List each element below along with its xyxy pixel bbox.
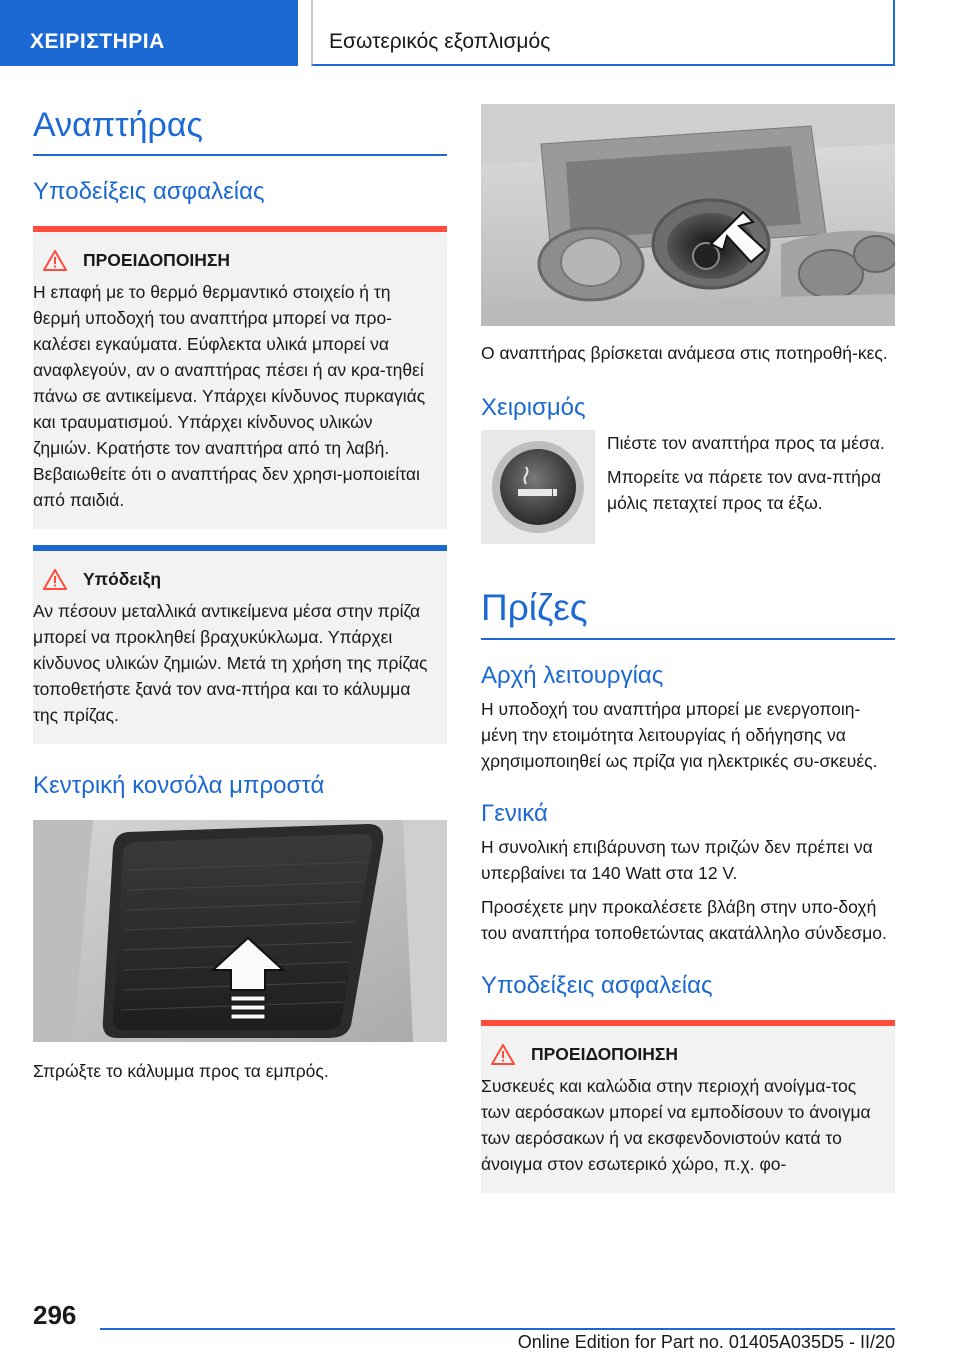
note-text: Αν πέσουν μεταλλικά αντικείμενα μέσα στην πρίζα μπορεί να προκληθεί βραχυκύκλωμα. Υπάρχει κίνδυνος υλικών ζημιών. Μετά τη χρήση της πρίζας τοποθετήστε ξανά τον ανα-πτήρα και το κάλυμμα της πρίζας. [33,601,428,725]
warning-title [33,250,433,271]
socket-warning-label: ΠΡΟΕΙΔΟΠΟΙΗΣΗ [531,1044,679,1064]
socket-warning-box [481,1020,895,1193]
socket-warning-text: Συσκευές και καλώδια στην περιοχή ανοίγμα-τος των αερόσακων μπορεί να εμποδίσουν το άνοιγμα των αερόσακων ή να εκσφενδονιστούν κατά το άνοιγμα στον εσωτερικό χώρο, π.χ. φο- [481,1076,871,1174]
warning-text: Η επαφή με το θερμό θερμαντικό στοιχείο ή τη θερμή υποδοχή του αναπτήρα μπορεί να προ-καλέσει εγκαύματα. Εύφλεκτα υλικά μπορεί να αναφλεγούν, αν ο αναπτήρας πέσει ή αν κρα-τηθεί πάνω σε αντικείμενα. Υπάρχει κίνδυνος πυρκαγιάς και τραυματισμού. Υπάρχει κίνδυνος υλικών ζημιών. Κρατήστε τον αναπτήρα από τη λαβή. Βεβαιωθείτε ότι ο αναπτήρας δεν χρησι-μοποιείται από παιδιά. [33,282,426,510]
warning-triangle-icon [491,1044,515,1065]
left-column [33,102,447,1084]
operation-text [607,430,895,544]
general-text-2: Προσέχετε μην προκαλέσετε βλάβη στην υπο-δοχή του αναπτήρα τοποθετώντας ακατάλληλο σύνδεσμο. [481,897,887,943]
note-label: Υπόδειξη [83,569,162,589]
warning-triangle-icon [43,250,67,271]
photo-caption: Ο αναπτήρας βρίσκεται ανάμεσα στις ποτηροθή-κες. [481,343,888,363]
console-heading: Κεντρική κονσόλα μπροστά [33,772,325,799]
note-box [33,545,447,744]
sockets-heading: Πρίζες [481,584,895,640]
warning-triangle-icon [43,569,67,590]
section-tab: ΧΕΙΡΙΣΤΗΡΙΑ [0,0,298,66]
lighter-location-photo [481,104,895,326]
note-title [33,569,433,590]
console-cover-photo [33,820,447,1042]
lighter-button-photo [481,430,595,544]
console-caption: Σπρώξτε το κάλυμμα προς τα εμπρός. [33,1061,329,1081]
socket-safety-heading: Υποδείξεις ασφαλείας [481,972,713,999]
operation-step-1: Πιέστε τον αναπτήρα προς τα μέσα. [607,433,885,453]
operation-heading: Χειρισμός [481,394,586,421]
operation-block [481,430,895,544]
principle-text: Η υποδοχή του αναπτήρα μπορεί με ενεργοποιη-μένη την ετοιμότητα λειτουργίας ή οδήγησης να χρησιμοποιηθεί ως πρίζα για ηλεκτρικές συ-σκευές. [481,699,878,771]
page-header [0,0,960,66]
topic-title: Αναπτήρας [33,102,447,156]
general-heading: Γενικά [481,800,548,827]
general-text-1: Η συνολική επιβάρυνση των πριζών δεν πρέπει να υπερβαίνει τα 140 Watt στα 12 V. [481,837,873,883]
operation-step-2: Μπορείτε να πάρετε τον ανα-πτήρα μόλις πεταχτεί προς τα έξω. [607,467,881,513]
principle-heading: Αρχή λειτουργίας [481,662,664,689]
socket-warning-title [481,1044,881,1065]
warning-box [33,226,447,529]
safety-heading: Υποδείξεις ασφαλείας [33,178,265,205]
page-number: 296 [33,1300,77,1330]
footer-edition: Online Edition for Part no. 01405A035D5 - II/20 [517,1332,895,1352]
cigarette-lighter-icon [490,439,586,535]
right-column [481,104,895,1193]
warning-label: ΠΡΟΕΙΔΟΠΟΙΗΣΗ [83,250,231,270]
footer-rule [100,1328,895,1330]
chapter-title: Εσωτερικός εξοπλισμός [311,0,895,66]
